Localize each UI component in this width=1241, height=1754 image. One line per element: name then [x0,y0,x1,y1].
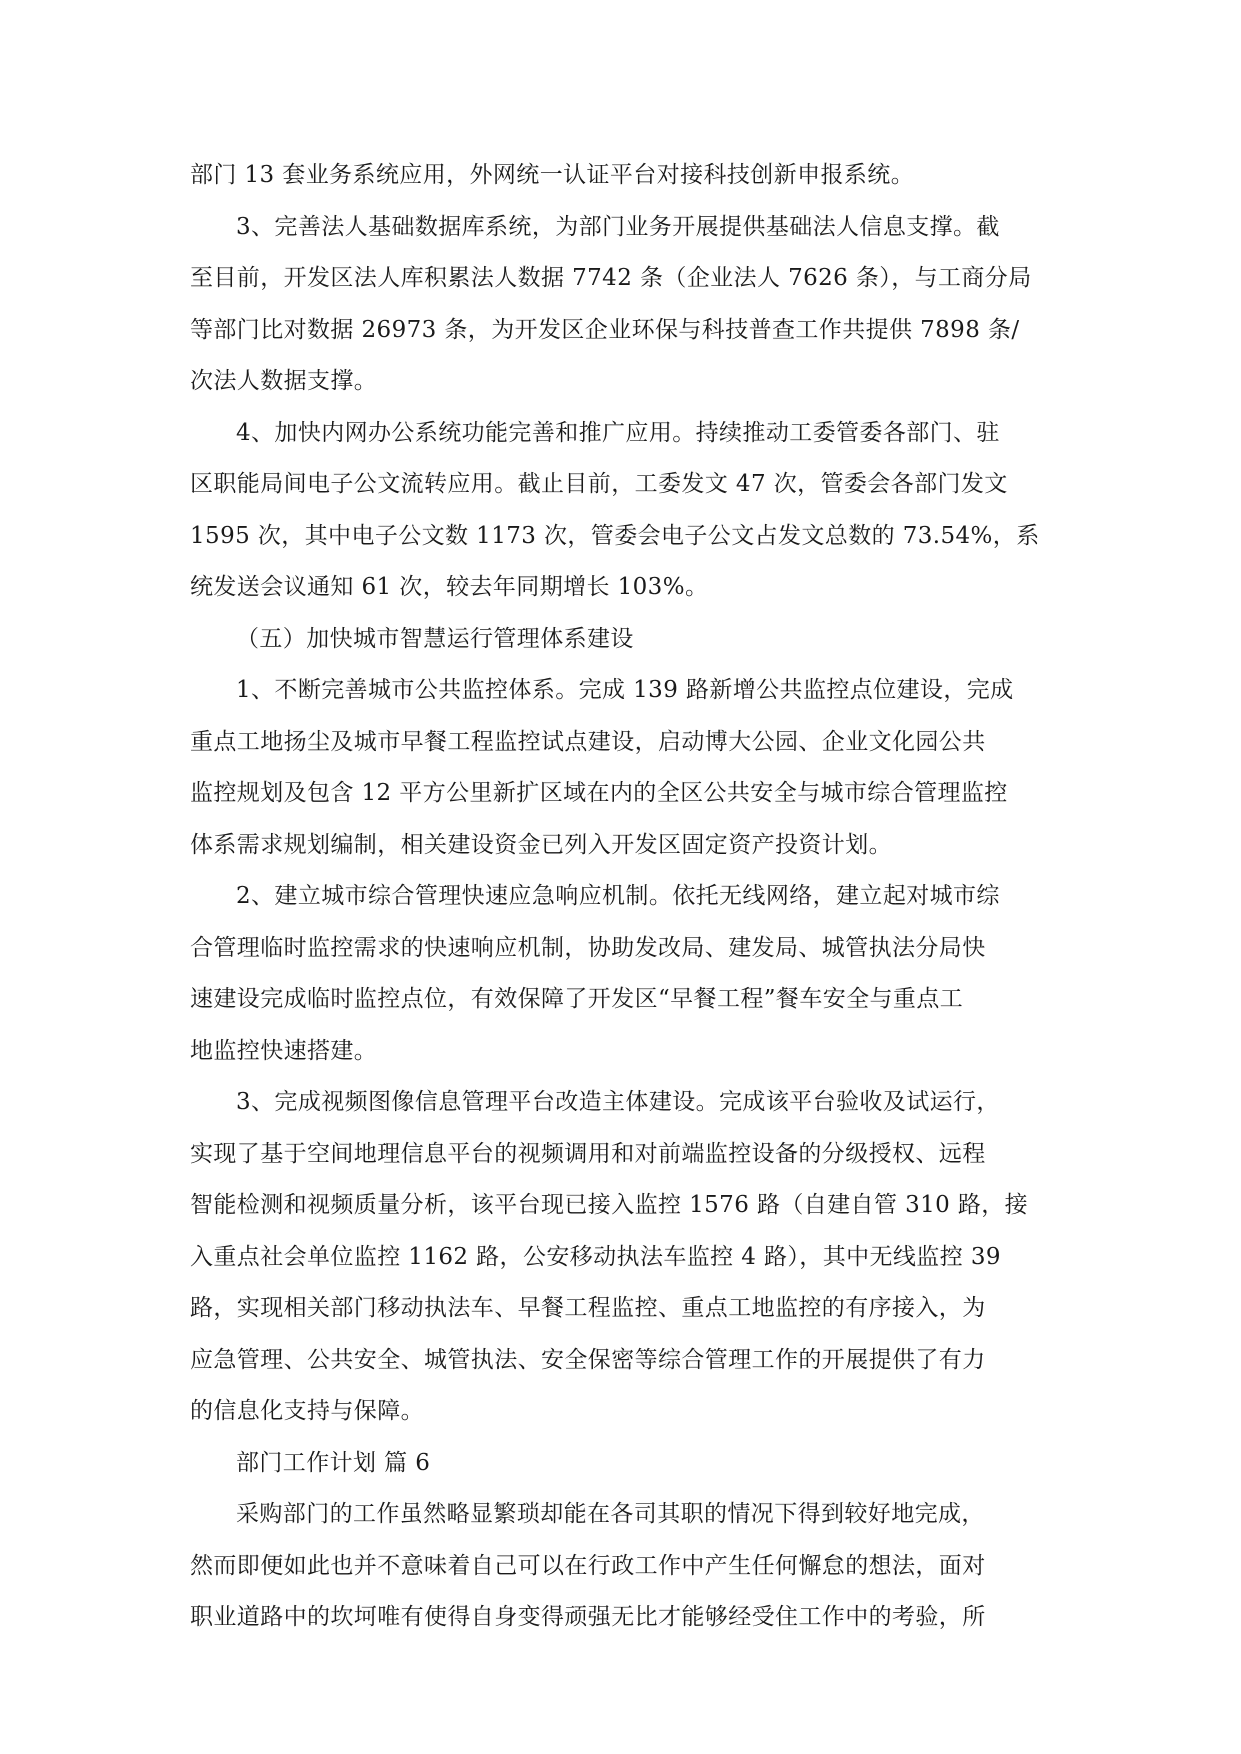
text-line: 3、完善法人基础数据库系统，为部门业务开展提供基础法人信息支撑。截 [236,213,1000,240]
paragraph-item-1-monitoring [190,665,1070,871]
text-line: 3、完成视频图像信息管理平台改造主体建设。完成该平台验收及试运行， [236,1089,1000,1115]
text-line: 实现了基于空间地理信息平台的视频调用和对前端监控设备的分级授权、远程 [190,1140,986,1167]
paragraph-item-3-legal-db [190,202,1070,408]
section-heading-plan-6 [190,1438,1070,1490]
text-line: 体系需求规划编制，相关建设资金已列入开发区固定资产投资计划。 [190,831,892,858]
text-line: 监控规划及包含 12 平方公里新扩区域在内的全区公共安全与城市综合管理监控 [190,780,1008,806]
text-line: 的信息化支持与保障。 [190,1398,424,1424]
text-line: 等部门比对数据 26973 条，为开发区企业环保与科技普查工作共提供 7898 条/ [190,316,1020,343]
section-heading-5 [190,614,1070,666]
paragraph-continuation [190,150,1070,202]
text-line: 1595 次，其中电子公文数 1173 次，管委会电子公文占发文总数的 73.54%，系 [190,522,1040,549]
text-line: 统发送会议通知 61 次，较去年同期增长 103%。 [190,574,709,600]
paragraph-item-2-emergency [190,871,1070,1077]
paragraph-procurement [190,1489,1070,1644]
text-line: 部门 13 套业务系统应用，外网统一认证平台对接科技创新申报系统。 [190,162,915,188]
text-line: 至目前，开发区法人库积累法人数据 7742 条（企业法人 7626 条），与工商分局 [190,265,1032,291]
paragraph-item-4-office-system [190,408,1070,614]
text-line: 重点工地扬尘及城市早餐工程监控试点建设，启动博大公园、企业文化园公共 [190,728,986,755]
text-line: 地监控快速搭建。 [190,1037,378,1064]
text-line: 然而即便如此也并不意味着自己可以在行政工作中产生任何懈怠的想法，面对 [190,1552,986,1579]
text-line: 速建设完成临时监控点位，有效保障了开发区“早餐工程”餐车安全与重点工 [190,986,964,1012]
heading-line: （五）加快城市智慧运行管理体系建设 [236,625,634,652]
paragraph-item-3-video-platform [190,1077,1070,1438]
heading-line: 部门工作计划 篇 6 [236,1449,431,1476]
text-line: 应急管理、公共安全、城管执法、安全保密等综合管理工作的开展提供了有力 [190,1346,986,1373]
text-line: 1、不断完善城市公共监控体系。完成 139 路新增公共监控点位建设，完成 [236,677,1014,703]
text-line: 次法人数据支撑。 [190,368,378,394]
text-line: 采购部门的工作虽然略显繁琐却能在各司其职的情况下得到较好地完成， [236,1501,985,1527]
text-line: 入重点社会单位监控 1162 路，公安移动执法车监控 4 路），其中无线监控 39 [190,1243,1001,1270]
text-line: 4、加快内网办公系统功能完善和推广应用。持续推动工委管委各部门、驻 [236,419,1000,446]
text-line: 2、建立城市综合管理快速应急响应机制。依托无线网络，建立起对城市综 [236,883,1000,909]
text-line: 区职能局间电子公文流转应用。截止目前，工委发文 47 次，管委会各部门发文 [190,471,1008,497]
text-line: 合管理临时监控需求的快速响应机制，协助发改局、建发局、城管执法分局快 [190,934,986,961]
document-body [190,150,1070,1644]
text-line: 职业道路中的坎坷唯有使得自身变得顽强无比才能够经受住工作中的考验，所 [190,1604,986,1630]
text-line: 智能检测和视频质量分析，该平台现已接入监控 1576 路（自建自管 310 路，接 [190,1192,1029,1218]
text-line: 路，实现相关部门移动执法车、早餐工程监控、重点工地监控的有序接入，为 [190,1295,986,1321]
